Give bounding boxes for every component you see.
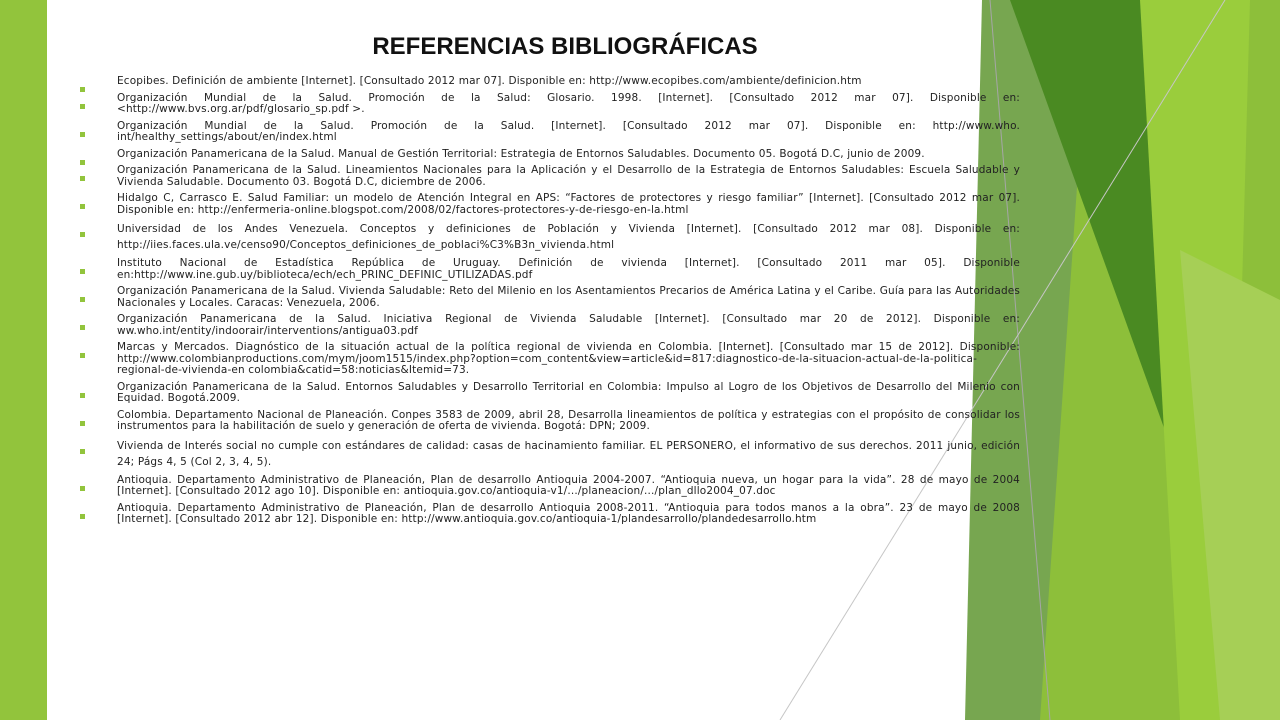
list-item — [80, 93, 1020, 116]
bullet-icon — [80, 486, 85, 491]
bullet-icon — [80, 176, 85, 181]
reference-text: Organización Panamericana de la Salud. Entornos Saludables y Desarrollo Territorial en Colombia: Impulso al Logro de los Objetivos de Desarrollo del Milenio con Equidad. Bogotá.2009. — [117, 380, 1020, 404]
reference-list — [80, 76, 1020, 531]
bullet-icon — [80, 269, 85, 274]
reference-text: Organización Mundial de la Salud. Promoción de la Salud: Glosario. 1998. [Internet]. [Consultado 2012 mar 07]. Disponible en: <http://www.bvs.org.ar/pdf/glosario_sp.pdf >. — [117, 91, 1020, 115]
bullet-icon — [80, 353, 85, 358]
list-item — [80, 342, 1020, 377]
reference-text: Vivienda de Interés social no cumple con estándares de calidad: casas de hacinamiento familiar. EL PERSONERO, el informativo de sus derechos. 2011 junio, edición 24; Págs 4, 5 (Col 2, 3, 4, 5). — [117, 439, 1020, 468]
list-item — [80, 165, 1020, 188]
bullet-icon — [80, 514, 85, 519]
list-item — [80, 258, 1020, 281]
list-item — [80, 193, 1020, 216]
reference-text: Organización Panamericana de la Salud. Lineamientos Nacionales para la Aplicación y el Desarrollo de la Estrategia de Entornos Saludables: Escuela Saludable y Vivienda Saludable. Documento 03. Bogotá D.C, diciembre de 2006. — [117, 164, 1020, 188]
reference-text: Organización Panamericana de la Salud. Manual de Gestión Territorial: Estrategia de Entornos Saludables. Documento 05. Bogotá D.C, junio de 2009. — [117, 147, 925, 160]
bullet-icon — [80, 232, 85, 237]
bullet-icon — [80, 87, 85, 92]
reference-text: Hidalgo C, Carrasco E. Salud Familiar: un modelo de Atención Integral en APS: “Factores de protectores y riesgo familiar” [Internet]. [Consultado 2012 mar 07]. Disponible en: http://enfermeria-online.blogspot.com/2008/02/factores-protectores-y-de-riesgo-en-la.html — [117, 192, 1020, 216]
bullet-icon — [80, 449, 85, 454]
page-title: REFERENCIAS BIBLIOGRÁFICAS — [372, 33, 758, 60]
list-item — [80, 503, 1020, 526]
reference-text: Antioquia. Departamento Administrativo de Planeación, Plan de desarrollo Antioquia 2004-2007. “Antioquia nueva, un hogar para la vida”. 28 de mayo de 2004 [Internet]. [Consultado 2012 ago 10]. Disponible en: antioquia.gov.co/antioquia-v1/.../planeacion/.../plan_dllo2004_07.doc — [117, 473, 1020, 497]
reference-text: Antioquia. Departamento Administrativo de Planeación, Plan de desarrollo Antioquia 2008-2011. “Antioquia para todos manos a la obra”. 23 de mayo de 2008 [Internet]. [Consultado 2012 abr 12]. Disponible en: http://www.antioquia.gov.co/antioquia-1/plandesarrollo/plandedesarrollo.htm — [117, 501, 1020, 525]
list-item — [80, 149, 1020, 161]
bullet-icon — [80, 160, 85, 165]
bullet-icon — [80, 393, 85, 398]
list-item — [80, 314, 1020, 337]
list-item — [80, 76, 1020, 88]
reference-text: Organización Mundial de la Salud. Promoción de la Salud. [Internet]. [Consultado 2012 mar 07]. Disponible en: http://www.who. int/healthy_settings/about/en/index.html — [117, 119, 1020, 143]
list-item — [80, 382, 1020, 405]
bullet-icon — [80, 297, 85, 302]
list-item — [80, 438, 1020, 470]
list-item — [80, 410, 1020, 433]
list-item — [80, 121, 1020, 144]
reference-text: Ecopibes. Definición de ambiente [Internet]. [Consultado 2012 mar 07]. Disponible en: http://www.ecopibes.com/ambiente/definicion.htm — [117, 75, 862, 87]
bullet-icon — [80, 325, 85, 330]
list-item — [80, 475, 1020, 498]
bullet-icon — [80, 104, 85, 109]
list-item — [80, 286, 1020, 309]
bullet-icon — [80, 204, 85, 209]
reference-text: Marcas y Mercados. Diagnóstico de la situación actual de la política regional de vivienda en Colombia. [Internet]. [Consultado mar 15 de 2012]. Disponible: http://www.colombianproductions.com/mym/joom1515/index.php?option=com_content&view=article&id=817:diagnostico-de-la-situacion-actual-de-la-politica-regional-de-vivienda-en colombia&catid=58:noticias&Itemid=73. — [117, 341, 1020, 376]
list-item — [80, 221, 1020, 253]
reference-text: Universidad de los Andes Venezuela. Conceptos y definiciones de Población y Vivienda [Internet]. [Consultado 2012 mar 08]. Disponible en: http://iies.faces.ula.ve/censo90/Conceptos_definiciones_de_poblaci%C3%B3n_vivienda.html — [117, 223, 1020, 251]
reference-text: Organización Panamericana de la Salud. Iniciativa Regional de Vivienda Saludable [Internet]. [Consultado mar 20 de 2012]. Disponible en: ww.who.int/entity/indoorair/interventions/antigua03.pdf — [117, 313, 1020, 337]
reference-text: Instituto Nacional de Estadística República de Uruguay. Definición de vivienda [Internet]. [Consultado 2011 mar 05]. Disponible en:http://www.ine.gub.uy/biblioteca/ech/ech_PRINC_DEFINIC_UTILIZADAS.pdf — [117, 257, 1020, 281]
bullet-icon — [80, 132, 85, 137]
reference-text: Colombia. Departamento Nacional de Planeación. Conpes 3583 de 2009, abril 28, Desarrolla lineamientos de política y estrategias con el propósito de consolidar los instrumentos para la habilitación de suelo y generación de oferta de vivienda. Bogotá: DPN; 2009. — [117, 408, 1020, 432]
bullet-icon — [80, 421, 85, 426]
reference-text: Organización Panamericana de la Salud. Vivienda Saludable: Reto del Milenio en los Asentamientos Precarios de América Latina y el Caribe. Guía para las Autoridades Nacionales y Locales. Caracas: Venezuela, 2006. — [117, 285, 1020, 309]
